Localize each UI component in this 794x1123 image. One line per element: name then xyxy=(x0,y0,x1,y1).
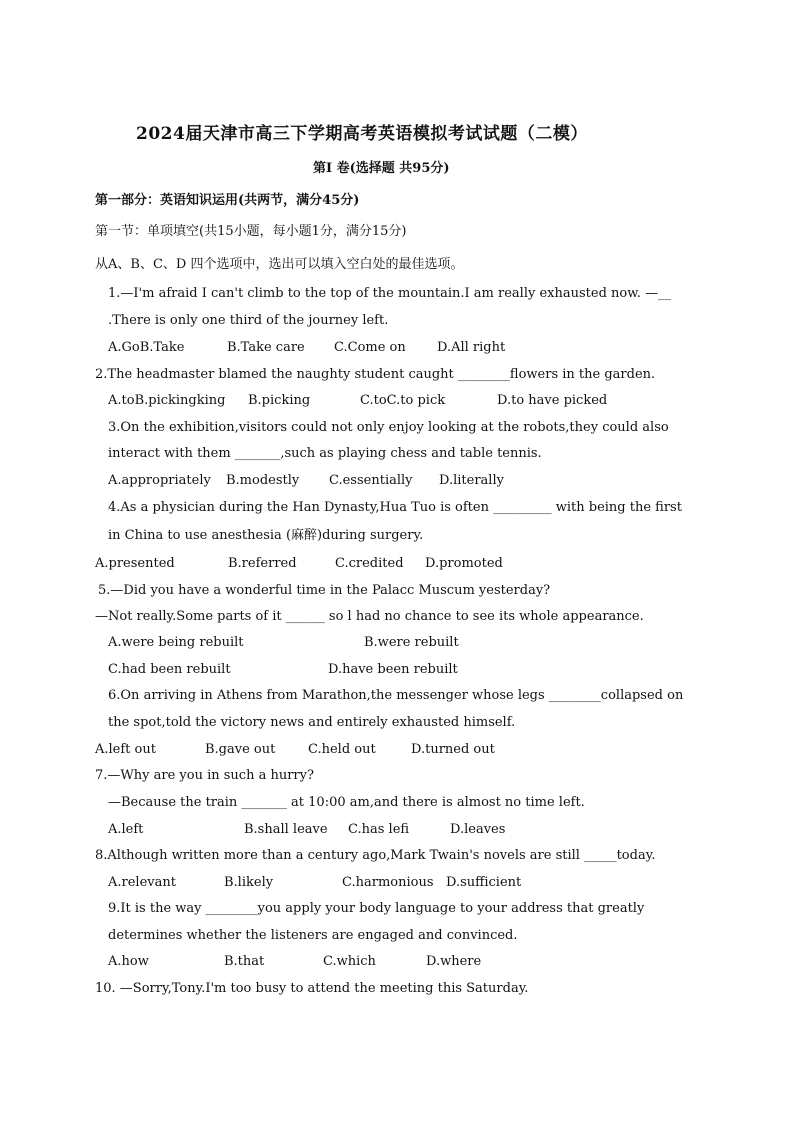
question-4-option-a: A.presented xyxy=(95,556,175,571)
question-8-line-1: 8.Although written more than a century ago,Mark Twain's novels are still _____today. xyxy=(95,848,656,863)
question-5-option-b: B.were rebuilt xyxy=(364,635,459,650)
exam-title: 2024届天津市高三下学期高考英语模拟考试试题（二模） xyxy=(136,124,588,144)
question-1-option-c: C.Come on xyxy=(334,340,406,355)
question-5-line-2: —Not really.Some parts of it ______ so l had no chance to see its whole appearance. xyxy=(95,609,644,624)
question-1-line-1: 1.—I'm afraid I can't climb to the top of the mountain.I am really exhausted now. —__ xyxy=(108,286,672,301)
question-7-option-c: C.has lefi xyxy=(348,822,410,837)
question-7-option-d: D.leaves xyxy=(450,822,506,837)
question-2-option-c: C.toC.to pick xyxy=(360,393,446,408)
question-1-option-a: A.GoB.Take xyxy=(108,340,185,355)
question-4-option-b: B.referred xyxy=(228,556,297,571)
question-10-line-1: 10. —Sorry,Tony.I'm too busy to attend the meeting this Saturday. xyxy=(95,981,529,996)
question-6-option-a: A.left out xyxy=(95,742,156,757)
question-9-option-d: D.where xyxy=(426,954,482,969)
question-6-line-2: the spot,told the victory news and entirely exhausted himself. xyxy=(108,715,516,730)
question-5-option-c: C.had been rebuilt xyxy=(108,662,231,677)
question-2-line-1: 2.The headmaster blamed the naughty student caught ________flowers in the garden. xyxy=(95,367,656,382)
question-6-option-d: D.turned out xyxy=(411,742,495,757)
part-heading: 第一部分：英语知识运用(共两节，满分45分) xyxy=(95,193,360,208)
question-4-option-c: C.credited xyxy=(335,556,404,571)
question-3-option-a: A.appropriately xyxy=(108,473,211,488)
question-6-option-c: C.held out xyxy=(308,742,376,757)
question-7-line-2: —Because the train _______ at 10:00 am,and there is almost no time left. xyxy=(108,795,585,810)
question-1-option-b: B.Take care xyxy=(227,340,305,355)
instruction-text: 从A、B、C、D 四个选项中，选出可以填入空白处的最佳选项。 xyxy=(95,257,464,272)
question-8-option-d: D.sufficient xyxy=(446,875,522,890)
question-5-option-a: A.were being rebuilt xyxy=(108,635,244,650)
question-9-option-a: A.how xyxy=(108,954,149,969)
question-1-line-2: .There is only one third of the journey left. xyxy=(108,313,389,328)
question-6-option-b: B.gave out xyxy=(205,742,276,757)
question-2-option-d: D.to have picked xyxy=(497,393,608,408)
question-2-option-a: A.toB.pickingking xyxy=(108,393,226,408)
question-1-option-d: D.All right xyxy=(437,340,506,355)
question-9-option-c: C.which xyxy=(323,954,376,969)
question-7-option-b: B.shall leave xyxy=(244,822,328,837)
question-3-line-1: 3.On the exhibition,visitors could not only enjoy looking at the robots,they could also xyxy=(108,420,669,435)
question-3-line-2: interact with them _______,such as playing chess and table tennis. xyxy=(108,446,542,461)
question-9-line-1: 9.It is the way ________you apply your body language to your address that greatly xyxy=(108,901,645,916)
question-7-option-a: A.left xyxy=(108,822,144,837)
question-2-option-b: B.picking xyxy=(248,393,311,408)
question-9-line-2: determines whether the listeners are engaged and convinced. xyxy=(108,928,518,943)
question-7-line-1: 7.—Why are you in such a hurry? xyxy=(95,768,314,783)
question-8-option-b: B.likely xyxy=(224,875,274,890)
question-5-option-d: D.have been rebuilt xyxy=(328,662,458,677)
question-3-option-d: D.literally xyxy=(439,473,504,488)
question-3-option-b: B.modestly xyxy=(226,473,300,488)
section-heading: 第一节：单项填空(共15小题，每小题1分，满分15分) xyxy=(95,224,407,239)
question-4-line-2: in China to use anesthesia (麻醉)during surgery. xyxy=(108,528,424,543)
question-8-option-a: A.relevant xyxy=(108,875,176,890)
volume-heading: 第I 卷(选择题 共95分) xyxy=(313,161,450,176)
question-8-option-c: C.harmonious xyxy=(342,875,434,890)
question-3-option-c: C.essentially xyxy=(329,473,413,488)
question-4-option-d: D.promoted xyxy=(425,556,503,571)
question-6-line-1: 6.On arriving in Athens from Marathon,the messenger whose legs ________collapsed on xyxy=(108,688,684,703)
question-9-option-b: B.that xyxy=(224,954,265,969)
question-5-line-1: 5.—Did you have a wonderful time in the Palacc Muscum yesterday? xyxy=(98,583,551,598)
question-4-line-1: 4.As a physician during the Han Dynasty,Hua Tuo is often _________ with being the first xyxy=(108,500,682,515)
